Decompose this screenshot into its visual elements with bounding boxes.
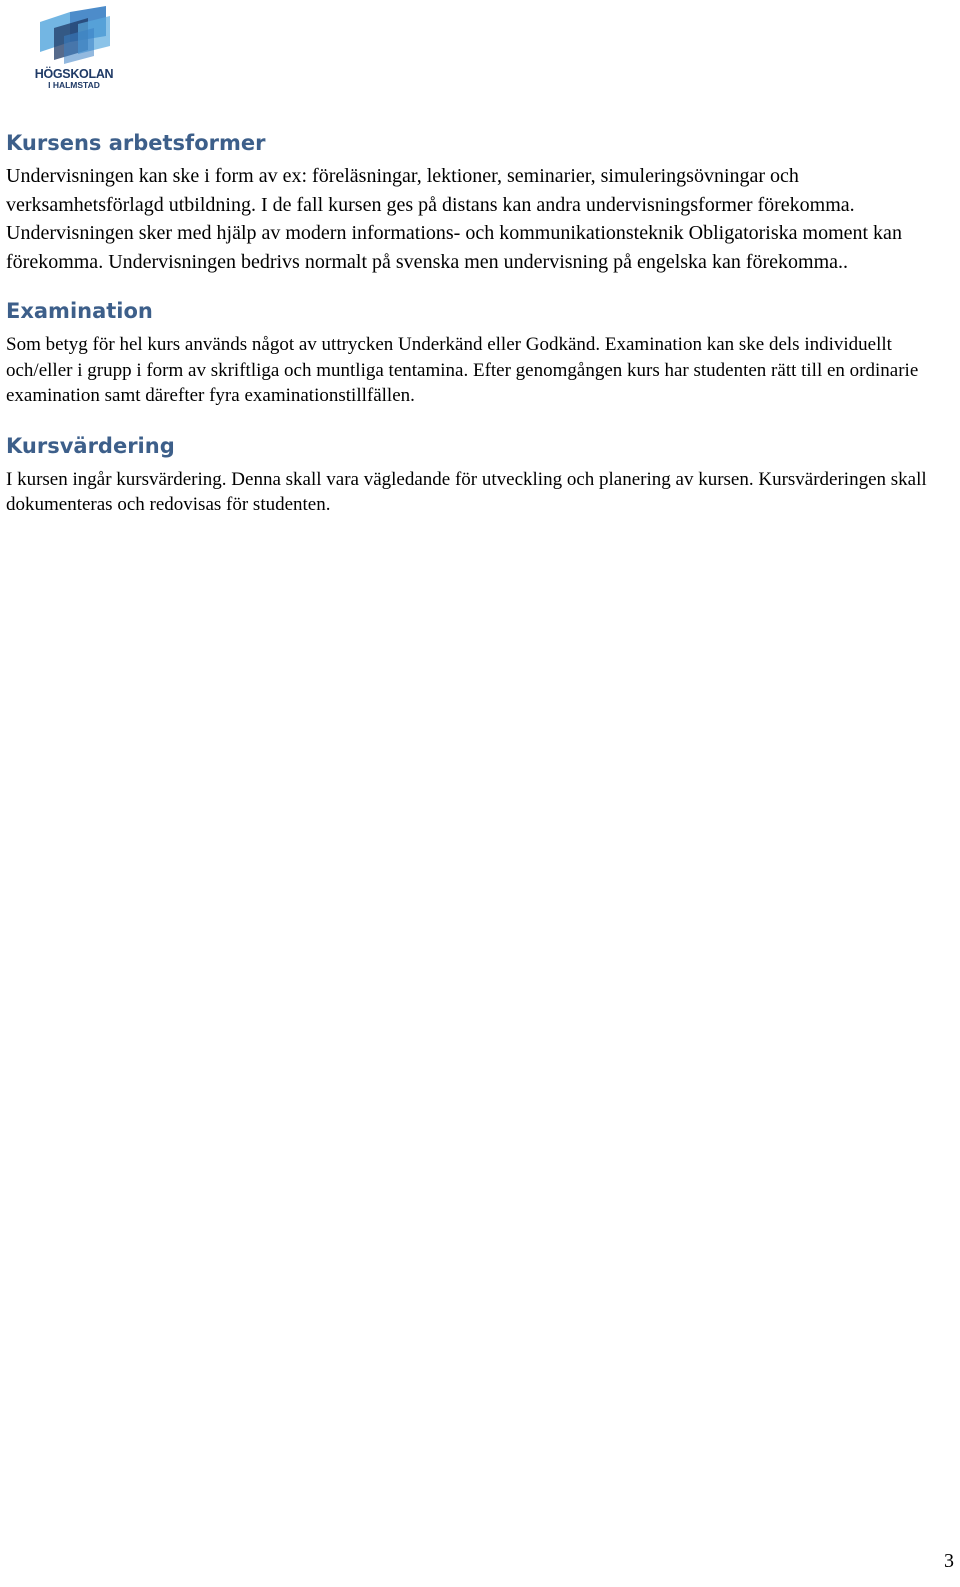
logo-emblem-icon bbox=[18, 6, 130, 66]
document-content bbox=[6, 128, 954, 518]
section-body: Undervisningen kan ske i form av ex: föreläsningar, lektioner, seminarier, simuleringsövningar och verksamhetsförlagd utbildning. I de fall kursen ges på distans kan andra undervisningsformer förekomma. Undervisningen sker med hjälp av modern informations- och kommunikationsteknik Obligatoriska moment kan förekomma. Undervisningen bedrivs normalt på svenska men undervisning på engelska kan förekomma.. bbox=[6, 165, 902, 273]
section-heading: Kursens arbetsformer bbox=[6, 131, 266, 155]
section-heading: Kursvärdering bbox=[6, 433, 175, 458]
section-examination bbox=[6, 296, 954, 409]
section-kursvardering bbox=[6, 431, 954, 518]
section-body: I kursen ingår kursvärdering. Denna skall vara vägledande för utveckling och planering av kursen. Kursvärderingen skall dokumenteras och redovisas för studenten. bbox=[6, 468, 927, 515]
section-arbetsformer bbox=[6, 128, 954, 276]
page-number: 3 bbox=[944, 1550, 954, 1572]
logo-text-line1: HÖGSKOLAN bbox=[34, 67, 114, 81]
section-body: Som betyg för hel kurs används något av uttrycken Underkänd eller Godkänd. Examination kan ske dels individuellt och/eller i grupp i form av skriftliga och muntliga tentamina. Efter genomgången kurs har studenten rätt till en ordinarie examination samt därefter fyra examinationstillfällen. bbox=[6, 334, 919, 406]
section-heading: Examination bbox=[6, 299, 153, 323]
logo-text-line2: I HALMSTAD bbox=[48, 80, 100, 90]
university-logo bbox=[18, 6, 130, 94]
